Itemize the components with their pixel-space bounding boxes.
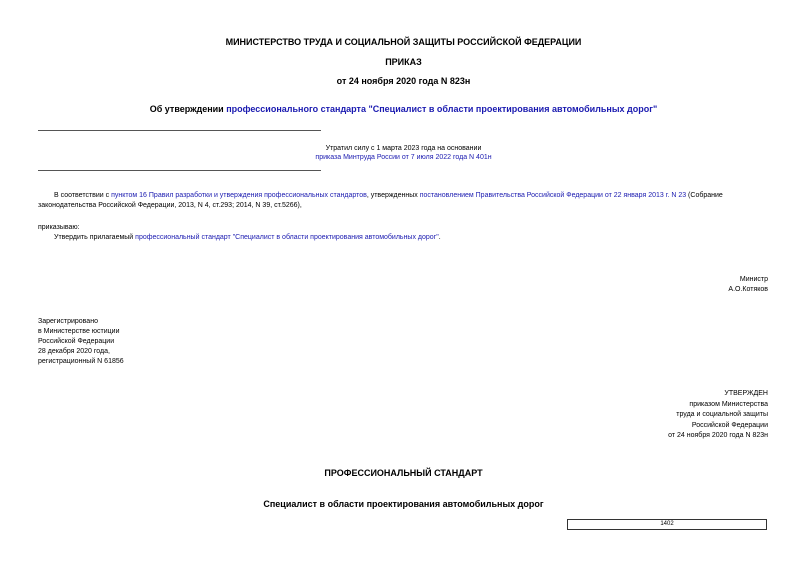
preamble-text-b: , утвержденных — [366, 192, 420, 199]
registration-line: регистрационный N 61856 — [38, 358, 124, 365]
standard-heading: ПРОФЕССИОНАЛЬНЫЙ СТАНДАРТ — [324, 468, 483, 478]
document-title — [0, 104, 807, 114]
rules-link[interactable]: пунктом 16 Правил разработки и утверждения профессиональных стандартов — [111, 192, 367, 199]
status-link[interactable]: приказа Минтруда России от 7 июля 2022 года N 401н — [315, 154, 492, 161]
ministry-heading: МИНИСТЕРСТВО ТРУДА И СОЦИАЛЬНОЙ ЗАЩИТЫ РОССИЙСКОЙ ФЕДЕРАЦИИ — [225, 37, 582, 47]
preamble-text-a: В соответствии с — [54, 192, 112, 199]
approved-block — [668, 389, 768, 442]
doc-type-heading: ПРИКАЗ — [385, 57, 422, 67]
registration-line: Зарегистрировано — [38, 318, 98, 325]
preamble-text-c: (Собрание — [686, 192, 723, 199]
document-title-link[interactable]: профессионального стандарта "Специалист в области проектирования автомобильных дорог" — [226, 104, 658, 114]
approved-line: от 24 ноября 2020 года N 823н — [668, 432, 768, 439]
divider-top — [38, 130, 321, 131]
document-title-prefix: Об утверждении — [149, 104, 227, 114]
approve-text-a: Утвердить прилагаемый — [54, 234, 136, 241]
preamble-paragraph — [38, 192, 768, 199]
registration-line: 28 декабря 2020 года, — [38, 348, 110, 355]
reg-number: 1402 — [660, 521, 674, 527]
registration-block — [38, 317, 124, 367]
standard-name: Специалист в области проектирования автомобильных дорог — [263, 499, 544, 509]
reg-number-box — [567, 519, 767, 530]
standard-link[interactable]: профессиональный стандарт "Специалист в области проектирования автомобильных дорог" — [135, 234, 439, 241]
approve-paragraph — [54, 234, 441, 241]
preamble-line2: законодательства Российской Федерации, 2013, N 4, ст.293; 2014, N 39, ст.5266), — [38, 202, 302, 209]
divider-bottom — [38, 170, 321, 171]
status-line: Утратил силу с 1 марта 2023 года на основании — [325, 145, 482, 152]
approved-line: Российской Федерации — [691, 421, 768, 429]
approved-line: приказом Министерства — [689, 400, 768, 408]
order-word: приказываю: — [38, 224, 80, 231]
signature-position: Министр — [739, 276, 768, 283]
signature-name: А.О.Котяков — [728, 286, 768, 293]
government-decree-link[interactable]: постановлением Правительства Российской Федерации от 22 января 2013 г. N 23 — [419, 192, 687, 199]
registration-line: Российской Федерации — [38, 338, 115, 345]
doc-date-number: от 24 ноября 2020 года N 823н — [336, 76, 471, 86]
approve-text-b: . — [438, 234, 441, 241]
approved-line: УТВЕРЖДЕН — [724, 390, 768, 397]
registration-line: в Министерстве юстиции — [38, 328, 120, 335]
approved-line: труда и социальной защиты — [676, 411, 768, 418]
